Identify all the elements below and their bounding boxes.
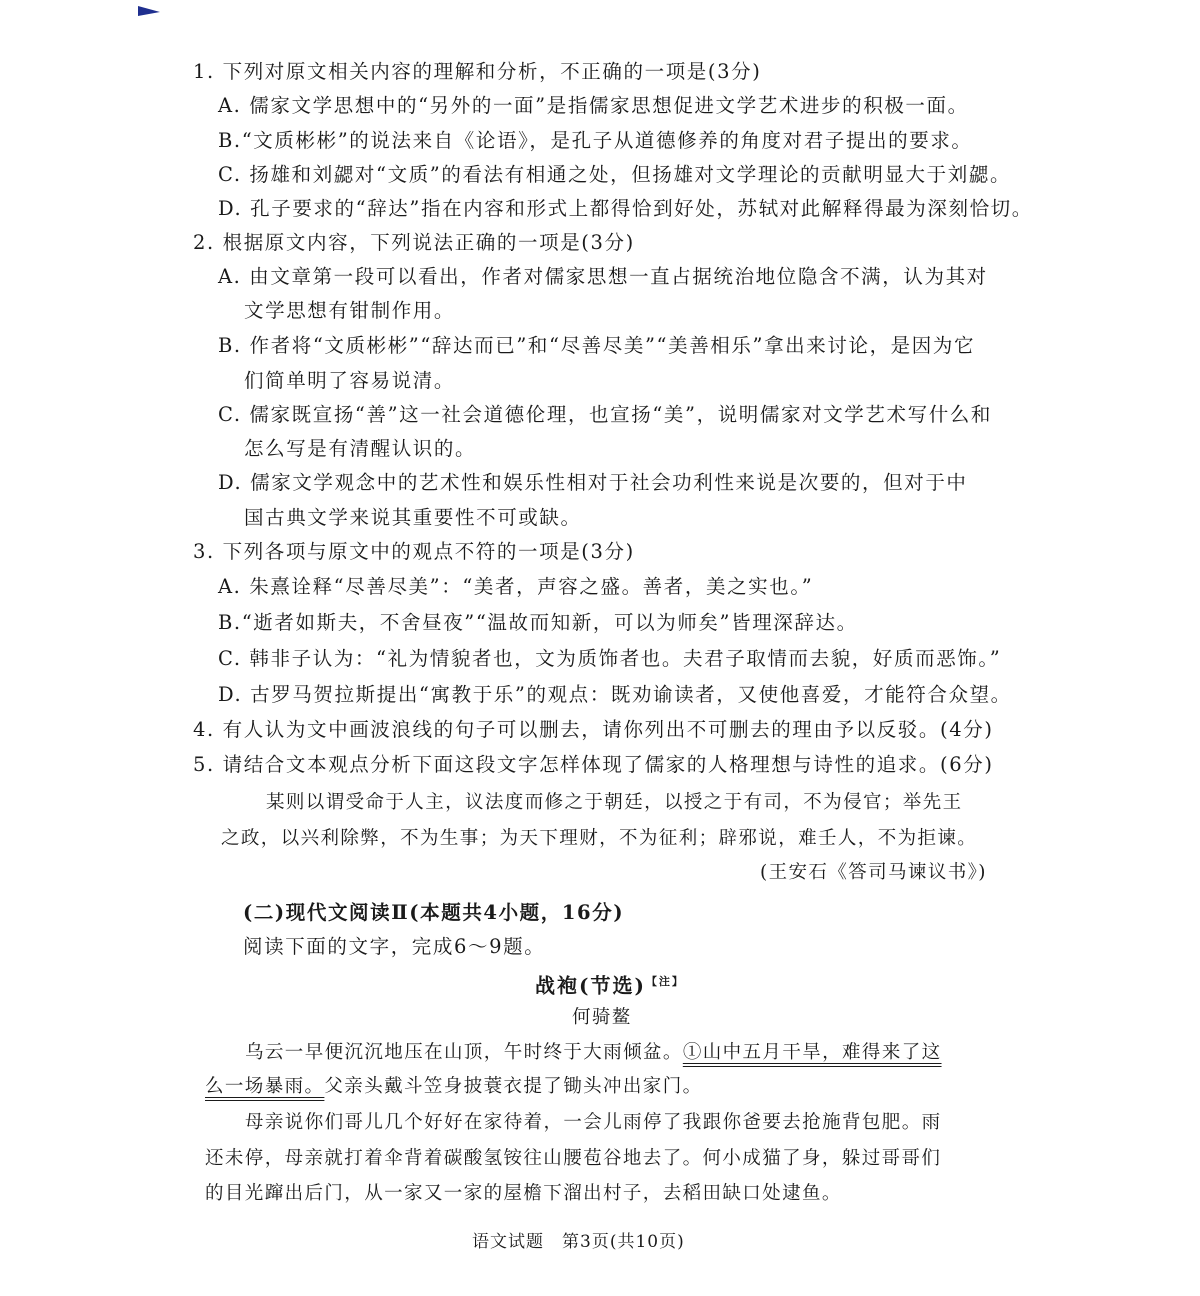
q2-option-c-line2: 怎么写是有清醒认识的。 — [244, 437, 477, 460]
q2-option-b-line1: B. 作者将“文质彬彬”“辞达而已”和“尽善尽美”“美善相乐”拿出来讨论，是因为它 — [218, 334, 976, 357]
q3-stem: 3. 下列各项与原文中的观点不符的一项是(3分) — [193, 540, 635, 563]
para1-line1 — [245, 1041, 942, 1065]
quote-source: (王安石《答司马谏议书》) — [760, 862, 987, 883]
article-title-note: 【注】 — [645, 975, 685, 988]
q1-option-d: D. 孔子要求的“辞达”指在内容和形式上都得恰到好处，苏轼对此解释得最为深刻恰切。 — [218, 197, 1033, 220]
q1-option-b: B.“文质彬彬”的说法来自《论语》，是孔子从道德修养的角度对君子提出的要求。 — [218, 129, 973, 152]
para1-line2-marked: 么一场暴雨。 — [205, 1076, 325, 1097]
q3-option-d: D. 古罗马贺拉斯提出“寓教于乐”的观点：既劝谕读者，又使他喜爱，才能符合众望。 — [218, 683, 1012, 706]
para1-line2 — [205, 1075, 703, 1099]
para1-line2-plain: 父亲头戴斗笠身披蓑衣提了锄头冲出家门。 — [324, 1076, 703, 1097]
q5-stem: 5. 请结合文本观点分析下面这段文字怎样体现了儒家的人格理想与诗性的追求。(6分) — [193, 753, 994, 776]
article-title — [535, 970, 685, 998]
q2-option-b-line2: 们简单明了容易说清。 — [244, 369, 456, 392]
page-footer: 语文试题 第3页(共10页) — [472, 1232, 685, 1252]
q2-option-a-line1: A. 由文章第一段可以看出，作者对儒家思想一直占据统治地位隐含不满，认为其对 — [218, 265, 988, 288]
q3-option-c: C. 韩非子认为：“礼为情貌者也，文为质饰者也。夫君子取情而去貌，好质而恶饰。” — [218, 647, 1002, 670]
q4-stem: 4. 有人认为文中画波浪线的句子可以删去，请你列出不可删去的理由予以反驳。(4分) — [193, 718, 994, 741]
q1-option-c: C. 扬雄和刘勰对“文质”的看法有相通之处，但扬雄对文学理论的贡献明显大于刘勰。 — [218, 163, 1012, 186]
q1-stem: 1. 下列对原文相关内容的理解和分析，不正确的一项是(3分) — [193, 60, 762, 83]
q2-option-d-line2: 国古典文学来说其重要性不可或缺。 — [244, 506, 582, 529]
article-author: 何骑鳌 — [572, 1007, 632, 1028]
q3-option-a: A. 朱熹诠释“尽善尽美”：“美者，声容之盛。善者，美之实也。” — [218, 575, 814, 598]
para1-line1-marked: ①山中五月干旱，难得来了这 — [682, 1042, 942, 1063]
q3-option-b: B.“逝者如斯夫，不舍昼夜”“温故而知新，可以为师矣”皆理深辞达。 — [218, 611, 858, 634]
q1-option-a: A. 儒家文学思想中的“另外的一面”是指儒家思想促进文学艺术进步的积极一面。 — [218, 94, 969, 117]
q2-option-d-line1: D. 儒家文学观念中的艺术性和娱乐性相对于社会功利性来说是次要的，但对于中 — [218, 471, 968, 494]
q2-option-c-line1: C. 儒家既宣扬“善”这一社会道德伦理，也宣扬“美”，说明儒家对文学艺术写什么和 — [218, 403, 992, 426]
para2-line1: 母亲说你们哥儿几个好好在家待着，一会儿雨停了我跟你爸要去抢施背包肥。雨 — [245, 1112, 942, 1133]
para2-line2: 还未停，母亲就打着伞背着碳酸氢铵往山腰苞谷地去了。何小成猫了身，躲过哥哥们 — [205, 1148, 942, 1169]
corner-mark — [138, 6, 160, 16]
q2-stem: 2. 根据原文内容，下列说法正确的一项是(3分) — [193, 231, 635, 254]
q2-option-a-line2: 文学思想有钳制作用。 — [244, 299, 456, 322]
section-instruction: 阅读下面的文字，完成6～9题。 — [243, 935, 546, 958]
quote-line-2: 之政，以兴利除弊，不为生事；为天下理财，不为征利；辟邪说，难壬人，不为拒谏。 — [221, 828, 978, 849]
para2-line3: 的目光蹿出后门，从一家又一家的屋檐下溜出村子，去稻田缺口处逮鱼。 — [205, 1183, 842, 1204]
article-title-text: 战袍(节选) — [535, 973, 646, 998]
para1-line1-plain: 乌云一早便沉沉地压在山顶，午时终于大雨倾盆。 — [245, 1042, 683, 1063]
section-heading: (二)现代文阅读Ⅱ(本题共4小题，16分) — [243, 901, 625, 924]
quote-line-1: 某则以谓受命于人主，议法度而修之于朝廷，以授之于有司，不为侵官；举先王 — [266, 792, 963, 813]
